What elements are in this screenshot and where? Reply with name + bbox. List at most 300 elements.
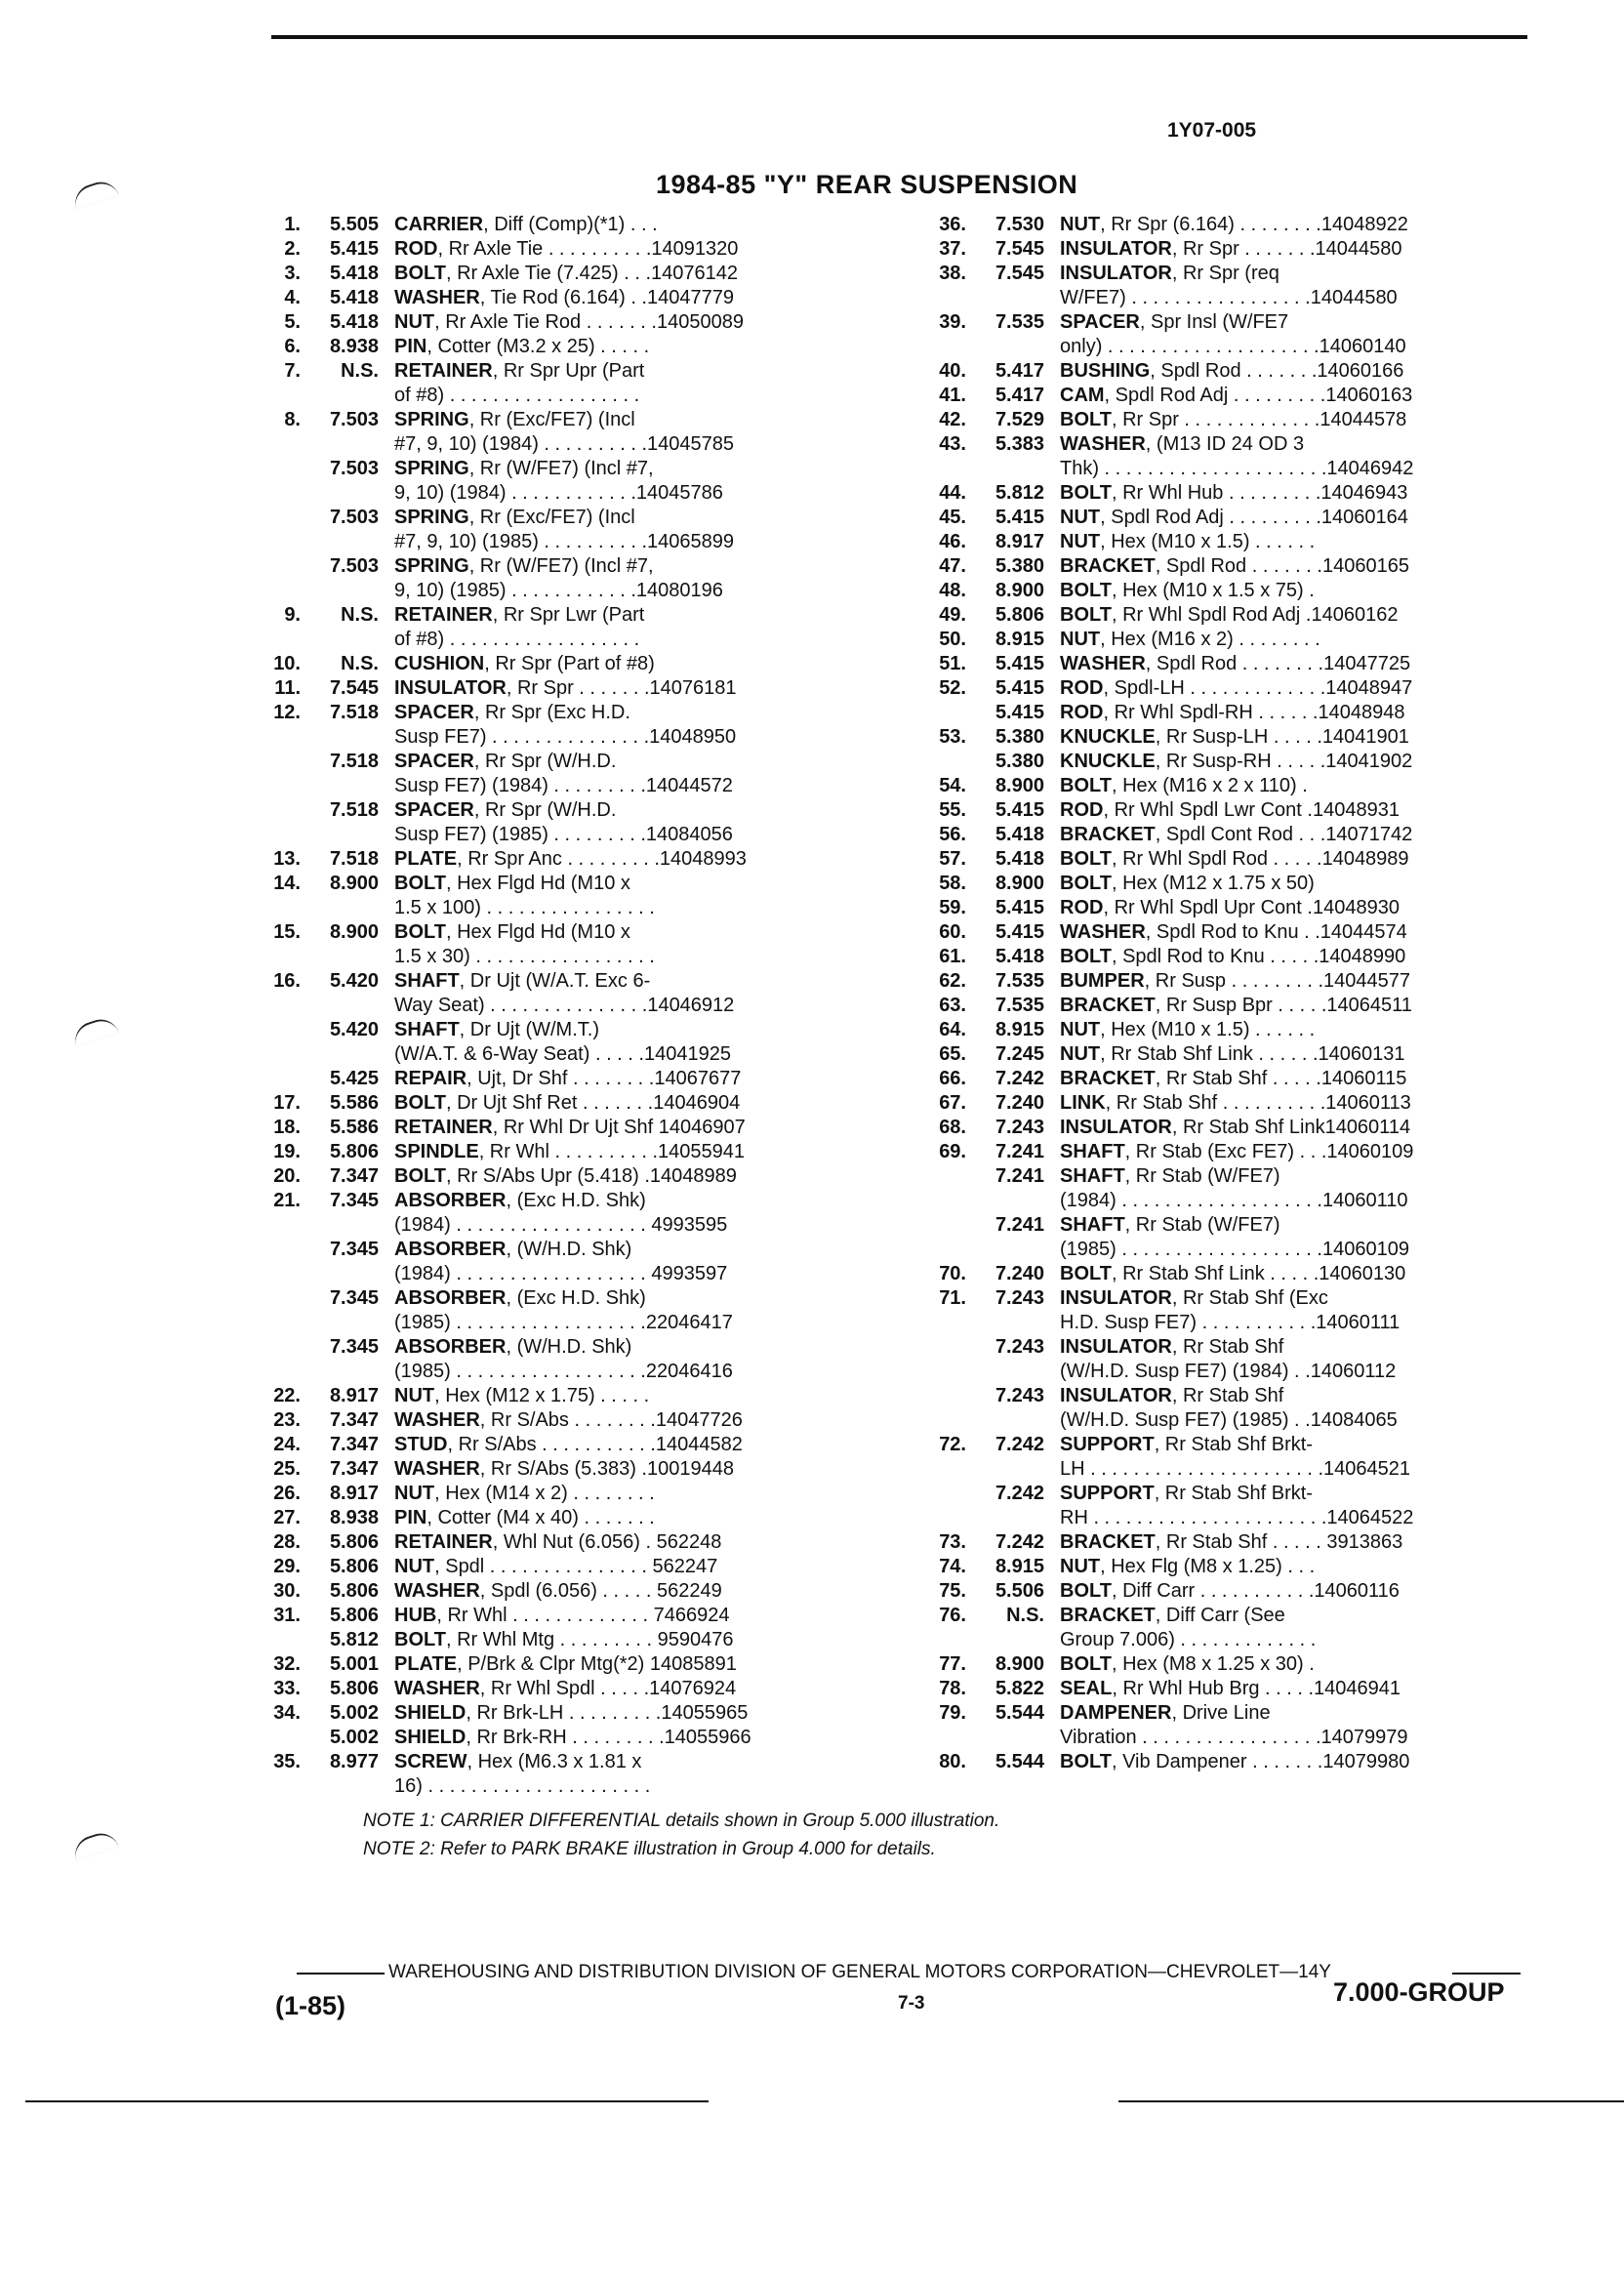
description-line: DAMPENER, Drive Line — [1060, 1702, 1271, 1724]
group-number: 5.418 — [329, 263, 379, 284]
item-number: 28. — [273, 1531, 301, 1553]
item-number: 19. — [273, 1141, 301, 1162]
group-number: 8.917 — [329, 1385, 379, 1406]
item-number: 34. — [273, 1702, 301, 1724]
part-description — [1060, 359, 1567, 384]
item-number: 74. — [939, 1556, 966, 1577]
group-number: 5.415 — [995, 799, 1044, 821]
part-description — [394, 701, 894, 750]
group-number: 7.242 — [995, 1068, 1044, 1089]
parts-list-item — [919, 1335, 1567, 1384]
description-line: SHAFT, Rr Stab (W/FE7) — [1060, 1165, 1280, 1187]
part-description — [394, 1384, 894, 1408]
group-number: 7.545 — [995, 238, 1044, 260]
description-line: (1984) . . . . . . . . . . . . . . . . . . 4993597 — [394, 1263, 728, 1284]
description-line: Susp FE7) (1984) . . . . . . . . .14044572 — [394, 775, 733, 796]
part-description — [1060, 872, 1567, 896]
footer-rule-left — [297, 1973, 385, 1975]
group-number: 5.806 — [329, 1605, 379, 1626]
description-line: BOLT, Rr Whl Spdl Rod Adj .14060162 — [1060, 604, 1399, 626]
note-1: NOTE 1: CARRIER DIFFERENTIAL details shown in Group 5.000 illustration. — [363, 1811, 1000, 1831]
item-number: 27. — [273, 1507, 301, 1528]
description-line: RETAINER, Rr Whl Dr Ujt Shf 14046907 — [394, 1117, 746, 1138]
part-description — [394, 1506, 894, 1530]
group-number: 5.806 — [329, 1141, 379, 1162]
item-number — [919, 1482, 966, 1530]
part-description — [1060, 896, 1567, 920]
item-number: 31. — [273, 1605, 301, 1626]
description-line: INSULATOR, Rr Stab Shf Link14060114 — [1060, 1117, 1411, 1138]
parts-list-item — [254, 1701, 894, 1726]
parts-list-item — [254, 1116, 894, 1140]
description-line: BOLT, Hex Flgd Hd (M10 x — [394, 873, 630, 894]
footer-page-number: 7-3 — [898, 1993, 925, 2014]
description-line: ROD, Rr Whl Spdl Lwr Cont .14048931 — [1060, 799, 1400, 821]
group-number: 5.806 — [329, 1678, 379, 1699]
description-line: SPACER, Rr Spr (Exc H.D. — [394, 702, 630, 723]
description-line: SUPPORT, Rr Stab Shf Brkt- — [1060, 1483, 1313, 1504]
group-number: 5.806 — [329, 1531, 379, 1553]
description-line: WASHER, Rr Whl Spdl . . . . .14076924 — [394, 1678, 737, 1699]
part-description — [1060, 481, 1567, 506]
group-number: 5.418 — [995, 946, 1044, 967]
item-number: 66. — [939, 1068, 966, 1089]
parts-list-item — [254, 213, 894, 237]
part-description — [1060, 1286, 1567, 1335]
item-number: 12. — [273, 702, 301, 723]
parts-list-item — [919, 945, 1567, 969]
description-line: SPRING, Rr (W/FE7) (Incl #7, — [394, 458, 654, 479]
item-number: 55. — [939, 799, 966, 821]
parts-list-item — [919, 920, 1567, 945]
parts-list-item — [254, 1384, 894, 1408]
parts-list-item — [919, 1530, 1567, 1555]
description-line: CAM, Spdl Rod Adj . . . . . . . . .14060163 — [1060, 385, 1413, 406]
description-line: WASHER, (M13 ID 24 OD 3 — [1060, 433, 1305, 455]
description-line: RH . . . . . . . . . . . . . . . . . . . . . .14064522 — [1060, 1507, 1414, 1528]
item-number: 25. — [273, 1458, 301, 1480]
item-number: 45. — [939, 507, 966, 528]
item-number: 65. — [939, 1043, 966, 1065]
part-description — [1060, 652, 1567, 676]
item-number: 59. — [939, 897, 966, 918]
description-line: BOLT, Rr Whl Hub . . . . . . . . .14046943 — [1060, 482, 1408, 504]
item-number: 47. — [939, 555, 966, 577]
parts-list-item — [254, 1652, 894, 1677]
part-description — [394, 237, 894, 262]
part-description — [1060, 310, 1567, 359]
description-line: BOLT, Spdl Rod to Knu . . . . .14048990 — [1060, 946, 1406, 967]
group-number: 7.345 — [329, 1287, 379, 1309]
item-number: 29. — [273, 1556, 301, 1577]
item-number: 22. — [273, 1385, 301, 1406]
item-number — [919, 1164, 966, 1213]
item-number — [254, 1335, 301, 1384]
group-number: 7.241 — [995, 1214, 1044, 1236]
group-number: 5.420 — [329, 1019, 379, 1040]
part-description — [1060, 506, 1567, 530]
description-line: SPACER, Rr Spr (W/H.D. — [394, 751, 617, 772]
description-line: NUT, Rr Stab Shf Link . . . . . .14060131 — [1060, 1043, 1405, 1065]
part-description — [1060, 1433, 1567, 1482]
parts-list-item — [254, 310, 894, 335]
parts-list-item — [919, 872, 1567, 896]
item-number: 7. — [284, 360, 301, 382]
description-line: RETAINER, Rr Spr Upr (Part — [394, 360, 645, 382]
description-line: BRACKET, Spdl Rod . . . . . . .14060165 — [1060, 555, 1409, 577]
group-number: 7.503 — [329, 458, 379, 479]
group-number: 7.240 — [995, 1092, 1044, 1114]
note-2: NOTE 2: Refer to PARK BRAKE illustration in Group 4.000 for details. — [363, 1839, 936, 1859]
parts-list-item — [254, 1457, 894, 1482]
part-description — [1060, 603, 1567, 628]
description-line: BOLT, Hex (M12 x 1.75 x 50) — [1060, 873, 1315, 894]
description-line: Susp FE7) . . . . . . . . . . . . . . .14048950 — [394, 726, 737, 748]
parts-list-item — [919, 408, 1567, 432]
parts-list-item — [919, 481, 1567, 506]
group-number: 7.503 — [329, 507, 379, 528]
description-line: HUB, Rr Whl . . . . . . . . . . . . . 7466924 — [394, 1605, 730, 1626]
description-line: (1985) . . . . . . . . . . . . . . . . . .22046416 — [394, 1361, 733, 1382]
group-number: 5.806 — [995, 604, 1044, 626]
description-line: BOLT, Rr S/Abs Upr (5.418) .14048989 — [394, 1165, 737, 1187]
group-number: 5.415 — [995, 507, 1044, 528]
item-number: 79. — [939, 1702, 966, 1724]
part-description — [394, 1457, 894, 1482]
item-number: 48. — [939, 580, 966, 601]
group-number: 7.243 — [995, 1385, 1044, 1406]
parts-list-item — [919, 603, 1567, 628]
description-line: INSULATOR, Rr Spr (req — [1060, 263, 1279, 284]
parts-list-item — [919, 1262, 1567, 1286]
description-line: of #8) . . . . . . . . . . . . . . . . . . — [394, 385, 640, 406]
group-number: 5.420 — [329, 970, 379, 992]
description-line: SPRING, Rr (Exc/FE7) (Incl — [394, 507, 635, 528]
group-number: 5.506 — [995, 1580, 1044, 1602]
parts-list-item — [919, 823, 1567, 847]
group-number: N.S. — [1006, 1605, 1044, 1626]
item-number: 23. — [273, 1409, 301, 1431]
notes — [363, 1807, 999, 1863]
parts-list-item — [254, 701, 894, 750]
part-description — [394, 603, 894, 652]
description-line: (1984) . . . . . . . . . . . . . . . . . . 4993595 — [394, 1214, 728, 1236]
parts-list-item — [254, 676, 894, 701]
description-line: Vibration . . . . . . . . . . . . . . . . .14079979 — [1060, 1727, 1408, 1748]
parts-list-item — [254, 798, 894, 847]
item-number: 38. — [939, 263, 966, 284]
description-line: NUT, Spdl Rod Adj . . . . . . . . .14060164 — [1060, 507, 1408, 528]
group-number: 5.417 — [995, 360, 1044, 382]
group-number: 5.812 — [329, 1629, 379, 1650]
group-number: 7.529 — [995, 409, 1044, 430]
group-number: 5.812 — [995, 482, 1044, 504]
description-line: NUT, Hex (M10 x 1.5) . . . . . . — [1060, 1019, 1316, 1040]
item-number: 26. — [273, 1483, 301, 1504]
part-description — [394, 1018, 894, 1067]
parts-list-item — [919, 1018, 1567, 1042]
parts-list-item — [254, 1164, 894, 1189]
part-description — [394, 1628, 894, 1652]
description-line: BUMPER, Rr Susp . . . . . . . . .14044577 — [1060, 970, 1411, 992]
part-description — [394, 652, 894, 676]
parts-list-item — [254, 1286, 894, 1335]
part-description — [394, 1604, 894, 1628]
parts-list-item — [919, 1213, 1567, 1262]
item-number — [919, 1384, 966, 1433]
description-line: SPACER, Spr Insl (W/FE7 — [1060, 311, 1289, 333]
part-description — [1060, 945, 1567, 969]
parts-list-item — [919, 1652, 1567, 1677]
parts-list-item — [919, 310, 1567, 359]
part-description — [394, 750, 894, 798]
item-number: 80. — [939, 1751, 966, 1772]
group-number: 5.415 — [995, 921, 1044, 943]
part-description — [394, 1677, 894, 1701]
part-description — [1060, 1750, 1567, 1774]
part-description — [1060, 1701, 1567, 1750]
item-number: 53. — [939, 726, 966, 748]
parts-list-item — [919, 530, 1567, 554]
part-description — [1060, 237, 1567, 262]
description-line: BOLT, Hex (M16 x 2 x 110) . — [1060, 775, 1308, 796]
description-line: (W/A.T. & 6-Way Seat) . . . . .14041925 — [394, 1043, 731, 1065]
group-number: 5.418 — [329, 287, 379, 308]
part-description — [394, 310, 894, 335]
part-description — [1060, 1213, 1567, 1262]
bottom-rule-right — [1118, 2100, 1624, 2102]
part-description — [394, 1408, 894, 1433]
part-description — [1060, 823, 1567, 847]
group-number: 5.586 — [329, 1117, 379, 1138]
parts-list-item — [254, 1579, 894, 1604]
bottom-rule-left — [25, 2100, 709, 2102]
item-number: 8. — [284, 409, 301, 430]
part-description — [394, 969, 894, 1018]
description-line: BRACKET, Rr Stab Shf . . . . .14060115 — [1060, 1068, 1407, 1089]
part-description — [1060, 1018, 1567, 1042]
description-line: NUT, Rr Axle Tie Rod . . . . . . .14050089 — [394, 311, 744, 333]
item-number — [919, 701, 966, 725]
item-number: 70. — [939, 1263, 966, 1284]
part-description — [1060, 1116, 1567, 1140]
part-description — [394, 1238, 894, 1286]
item-number: 16. — [273, 970, 301, 992]
part-description — [394, 1726, 894, 1750]
description-line: BOLT, Rr Whl Mtg . . . . . . . . . 9590476 — [394, 1629, 734, 1650]
group-number: 8.915 — [995, 629, 1044, 650]
parts-list-item — [254, 872, 894, 920]
description-line: BOLT, Hex (M10 x 1.5 x 75) . — [1060, 580, 1315, 601]
parts-list-item — [254, 1604, 894, 1628]
parts-list-item — [919, 384, 1567, 408]
description-line: W/FE7) . . . . . . . . . . . . . . . . .14044580 — [1060, 287, 1398, 308]
part-description — [394, 213, 894, 237]
item-number: 3. — [284, 263, 301, 284]
description-line: RETAINER, Rr Spr Lwr (Part — [394, 604, 645, 626]
item-number — [919, 1335, 966, 1384]
description-line: ABSORBER, (W/H.D. Shk) — [394, 1336, 632, 1358]
parts-list-item — [919, 676, 1567, 701]
parts-list-item — [919, 1482, 1567, 1530]
part-description — [1060, 1677, 1567, 1701]
group-number: 7.347 — [329, 1458, 379, 1480]
description-line: PIN, Cotter (M3.2 x 25) . . . . . — [394, 336, 650, 357]
part-description — [394, 1750, 894, 1799]
group-number: 8.915 — [995, 1556, 1044, 1577]
parts-list-item — [919, 1433, 1567, 1482]
description-line: BRACKET, Rr Susp Bpr . . . . .14064511 — [1060, 995, 1412, 1016]
parts-list-item — [919, 994, 1567, 1018]
description-line: of #8) . . . . . . . . . . . . . . . . . . — [394, 629, 640, 650]
parts-list-item — [254, 408, 894, 457]
description-line: BOLT, Rr Whl Spdl Rod . . . . .14048989 — [1060, 848, 1409, 870]
description-line: 1.5 x 100) . . . . . . . . . . . . . . . . — [394, 897, 655, 918]
item-number: 37. — [939, 238, 966, 260]
group-number: 7.518 — [329, 799, 379, 821]
group-number: 7.242 — [995, 1434, 1044, 1455]
part-description — [1060, 1604, 1567, 1652]
part-description — [1060, 1579, 1567, 1604]
part-description — [394, 1530, 894, 1555]
description-line: SPRING, Rr (W/FE7) (Incl #7, — [394, 555, 654, 577]
group-number: 7.503 — [329, 555, 379, 577]
description-line: ABSORBER, (W/H.D. Shk) — [394, 1239, 632, 1260]
item-number: 21. — [273, 1190, 301, 1211]
group-number: 5.544 — [995, 1751, 1044, 1772]
description-line: INSULATOR, Rr Stab Shf (Exc — [1060, 1287, 1328, 1309]
group-number: 8.915 — [995, 1019, 1044, 1040]
parts-list-item — [254, 969, 894, 1018]
item-number: 73. — [939, 1531, 966, 1553]
item-number: 6. — [284, 336, 301, 357]
description-line: SHAFT, Rr Stab (Exc FE7) . . .14060109 — [1060, 1141, 1414, 1162]
description-line: (W/H.D. Susp FE7) (1984) . .14060112 — [1060, 1361, 1397, 1382]
group-number: 5.425 — [329, 1068, 379, 1089]
item-number: 39. — [939, 311, 966, 333]
description-line: WASHER, Tie Rod (6.164) . .14047779 — [394, 287, 734, 308]
part-description — [1060, 701, 1567, 725]
description-line: ROD, Rr Whl Spdl-RH . . . . . .14048948 — [1060, 702, 1405, 723]
parts-list-item — [919, 1067, 1567, 1091]
part-description — [394, 1335, 894, 1384]
punch-mark-2 — [70, 1014, 119, 1046]
part-description — [1060, 847, 1567, 872]
group-number: 5.806 — [329, 1580, 379, 1602]
description-line: REPAIR, Ujt, Dr Shf . . . . . . . .14067677 — [394, 1068, 742, 1089]
item-number: 24. — [273, 1434, 301, 1455]
parts-list-item — [919, 701, 1567, 725]
parts-list-item — [919, 896, 1567, 920]
parts-list-item — [919, 579, 1567, 603]
part-description — [394, 506, 894, 554]
item-number: 49. — [939, 604, 966, 626]
part-description — [1060, 1335, 1567, 1384]
group-number: 7.503 — [329, 409, 379, 430]
item-number: 36. — [939, 214, 966, 235]
group-number: 7.345 — [329, 1190, 379, 1211]
description-line: BOLT, Vib Dampener . . . . . . .14079980 — [1060, 1751, 1410, 1772]
item-number: 15. — [273, 921, 301, 943]
item-number: 30. — [273, 1580, 301, 1602]
parts-list-item — [254, 1677, 894, 1701]
group-number: 5.418 — [329, 311, 379, 333]
parts-list-item — [254, 1482, 894, 1506]
part-description — [394, 457, 894, 506]
description-line: BOLT, Diff Carr . . . . . . . . . . .14060116 — [1060, 1580, 1400, 1602]
group-number: 7.518 — [329, 848, 379, 870]
group-number: 7.245 — [995, 1043, 1044, 1065]
footer-division: WAREHOUSING AND DISTRIBUTION DIVISION OF GENERAL MOTORS CORPORATION—CHEVROLET—14Y — [388, 1962, 1331, 1982]
page-title: 1984-85 "Y" REAR SUSPENSION — [656, 170, 1078, 199]
item-number: 57. — [939, 848, 966, 870]
part-description — [1060, 994, 1567, 1018]
part-description — [1060, 1555, 1567, 1579]
part-description — [1060, 1384, 1567, 1433]
group-number: 5.415 — [995, 897, 1044, 918]
group-number: 7.243 — [995, 1336, 1044, 1358]
group-number: 7.545 — [329, 677, 379, 699]
group-number: 7.530 — [995, 214, 1044, 235]
item-number — [254, 457, 301, 506]
item-number — [254, 1286, 301, 1335]
part-description — [394, 1482, 894, 1506]
parts-list-item — [919, 1579, 1567, 1604]
footer-rule-right — [1452, 1973, 1521, 1975]
group-number: 7.535 — [995, 995, 1044, 1016]
document-id: 1Y07-005 — [1167, 119, 1257, 142]
group-number: 5.380 — [995, 751, 1044, 772]
description-line: WASHER, Rr S/Abs . . . . . . . .14047726 — [394, 1409, 743, 1431]
group-number: 5.415 — [329, 238, 379, 260]
group-number: 8.900 — [329, 873, 379, 894]
group-number: 8.900 — [995, 580, 1044, 601]
part-description — [394, 359, 894, 408]
parts-list-item — [919, 1384, 1567, 1433]
parts-list-item — [254, 1750, 894, 1799]
item-number: 14. — [273, 873, 301, 894]
parts-list-item — [919, 237, 1567, 262]
item-number — [254, 1018, 301, 1067]
group-number: 5.822 — [995, 1678, 1044, 1699]
item-number: 20. — [273, 1165, 301, 1187]
item-number: 42. — [939, 409, 966, 430]
description-line: INSULATOR, Rr Spr . . . . . . .14044580 — [1060, 238, 1402, 260]
item-number: 69. — [939, 1141, 966, 1162]
description-line: NUT, Hex (M14 x 2) . . . . . . . . — [394, 1483, 655, 1504]
item-number: 60. — [939, 921, 966, 943]
part-description — [394, 1579, 894, 1604]
item-number: 4. — [284, 287, 301, 308]
parts-list-item — [919, 774, 1567, 798]
part-description — [394, 920, 894, 969]
part-description — [394, 1189, 894, 1238]
punch-mark-3 — [70, 1828, 119, 1860]
description-line: SHIELD, Rr Brk-RH . . . . . . . . .14055966 — [394, 1727, 751, 1748]
parts-list-item — [254, 1140, 894, 1164]
part-description — [394, 1652, 894, 1677]
item-number: 71. — [939, 1287, 966, 1309]
part-description — [1060, 1652, 1567, 1677]
description-line: CUSHION, Rr Spr (Part of #8) — [394, 653, 655, 674]
description-line: (1984) . . . . . . . . . . . . . . . . . . .14060110 — [1060, 1190, 1408, 1211]
part-description — [394, 1164, 894, 1189]
parts-list-item — [254, 1189, 894, 1238]
description-line: only) . . . . . . . . . . . . . . . . . . . .14060140 — [1060, 336, 1406, 357]
description-line: Way Seat) . . . . . . . . . . . . . . .14046912 — [394, 995, 735, 1016]
description-line: ROD, Spdl-LH . . . . . . . . . . . . .14048947 — [1060, 677, 1413, 699]
part-description — [394, 1067, 894, 1091]
